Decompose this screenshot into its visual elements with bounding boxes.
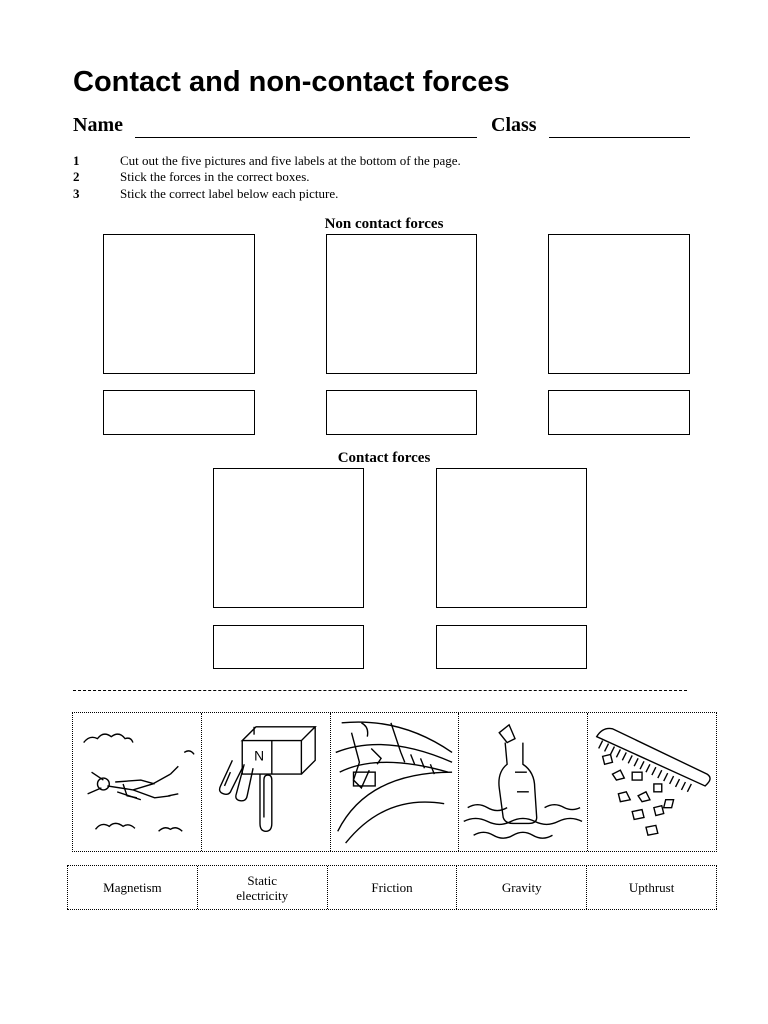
label-friction[interactable]: Friction xyxy=(327,866,457,909)
contact-label-box[interactable] xyxy=(213,625,364,669)
instruction-text: Stick the forces in the correct boxes. xyxy=(120,169,310,184)
class-field[interactable] xyxy=(549,137,690,138)
cutout-pictures xyxy=(72,712,717,852)
name-field[interactable] xyxy=(135,137,477,138)
non-contact-picture-box[interactable] xyxy=(548,234,690,374)
instruction-text: Stick the correct label below each picture. xyxy=(120,186,339,201)
instruction-text: Cut out the five pictures and five labels at the bottom of the page. xyxy=(120,153,461,168)
non-contact-label-box[interactable] xyxy=(103,390,255,435)
label-static-electricity[interactable]: Static electricity xyxy=(197,866,327,909)
comb-paper-bits-icon[interactable] xyxy=(588,713,716,851)
page-title: Contact and non-contact forces xyxy=(73,66,510,98)
instruction-number: 2 xyxy=(73,169,80,184)
skydiver-icon[interactable] xyxy=(73,713,202,851)
bicycle-brake-icon[interactable] xyxy=(331,713,460,851)
contact-picture-box[interactable] xyxy=(436,468,587,608)
label-upthrust[interactable]: Upthrust xyxy=(586,866,717,909)
instruction-number: 1 xyxy=(73,153,80,168)
non-contact-picture-box[interactable] xyxy=(326,234,477,374)
cutout-labels xyxy=(67,865,717,910)
non-contact-heading: Non contact forces xyxy=(324,216,444,232)
magnet-paperclips-icon[interactable] xyxy=(202,713,331,851)
contact-heading: Contact forces xyxy=(337,450,431,466)
name-class-line xyxy=(73,114,693,142)
contact-picture-box[interactable] xyxy=(213,468,364,608)
class-label: Class xyxy=(491,114,537,136)
label-magnetism[interactable]: Magnetism xyxy=(67,866,197,909)
name-label: Name xyxy=(73,114,123,136)
label-gravity[interactable]: Gravity xyxy=(456,866,586,909)
floating-bottle-icon[interactable] xyxy=(459,713,588,851)
cut-line xyxy=(73,690,687,691)
non-contact-label-box[interactable] xyxy=(548,390,690,435)
svg-text:N: N xyxy=(253,748,264,764)
instruction-number: 3 xyxy=(73,186,80,201)
non-contact-picture-box[interactable] xyxy=(103,234,255,374)
non-contact-label-box[interactable] xyxy=(326,390,477,435)
contact-label-box[interactable] xyxy=(436,625,587,669)
